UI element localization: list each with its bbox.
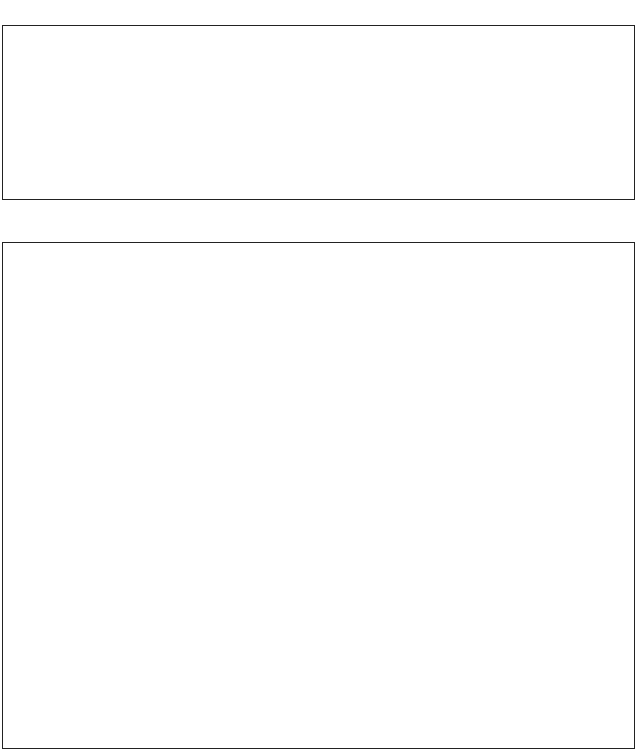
long-items-fortune-table <box>2 242 635 749</box>
tensei-basic-table <box>2 25 635 200</box>
